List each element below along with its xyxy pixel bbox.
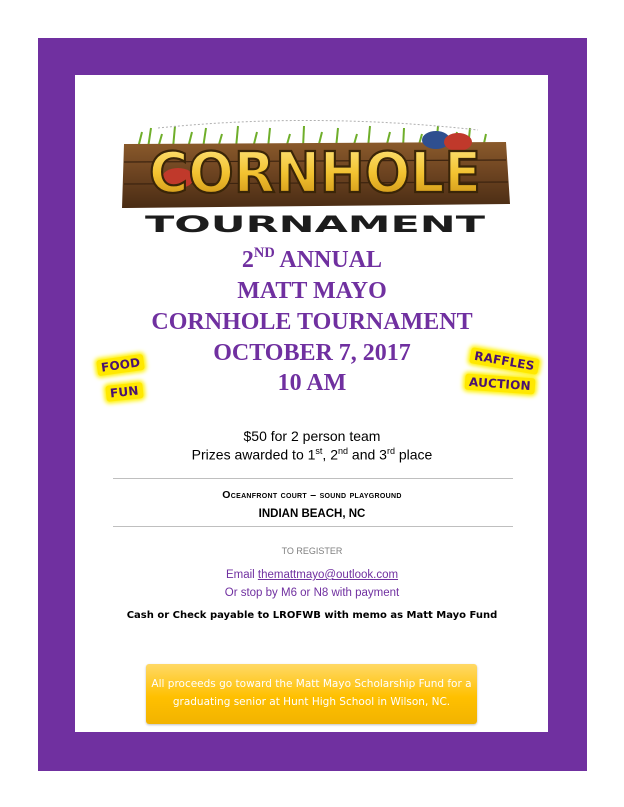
proceeds-line-2: graduating senior at Hunt High School in Wilson, NC. — [172, 696, 451, 708]
sticker-auction: AUCTION — [465, 374, 536, 395]
divider-bottom — [113, 526, 513, 527]
sticker-fun: FUN — [105, 382, 143, 402]
payment-instructions: Cash or Check payable to LROFWB with memo as Matt Mayo Fund — [126, 610, 498, 621]
proceeds-line-1: All proceeds go toward the Matt Mayo Scholarship Fund for a — [151, 678, 472, 690]
event-date: OCTOBER 7, 2017 — [213, 340, 411, 366]
logo-word-cornhole: CORNHOLE — [149, 141, 481, 206]
edition-line: 2ND ANNUAL — [241, 245, 383, 273]
event-name-line: MATT MAYO — [237, 278, 387, 304]
venue-name: Oceanfront court – sound playground — [222, 489, 402, 501]
divider-top — [113, 478, 513, 479]
venue-town: INDIAN BEACH, NC — [258, 508, 366, 520]
logo-word-tournament: TOURNAMENT — [145, 213, 485, 238]
sticker-food: FOOD — [96, 354, 145, 376]
cornhole-tournament-logo — [118, 118, 512, 242]
register-heading: TO REGISTER — [281, 546, 343, 556]
sticker-raffles: RAFFLES — [469, 347, 540, 375]
register-stop-by: Or stop by M6 or N8 with payment — [224, 587, 400, 599]
event-title-line: CORNHOLE TOURNAMENT — [151, 309, 473, 335]
event-time: 10 AM — [277, 370, 347, 396]
proceeds-banner — [146, 664, 477, 724]
team-fee: $50 for 2 person team — [243, 428, 381, 444]
prizes-line: Prizes awarded to 1st, 2nd and 3rd place — [191, 446, 433, 463]
email-link[interactable]: themattmayo@outlook.com — [257, 569, 399, 581]
register-email-line: Email themattmayo@outlook.com — [225, 569, 399, 581]
